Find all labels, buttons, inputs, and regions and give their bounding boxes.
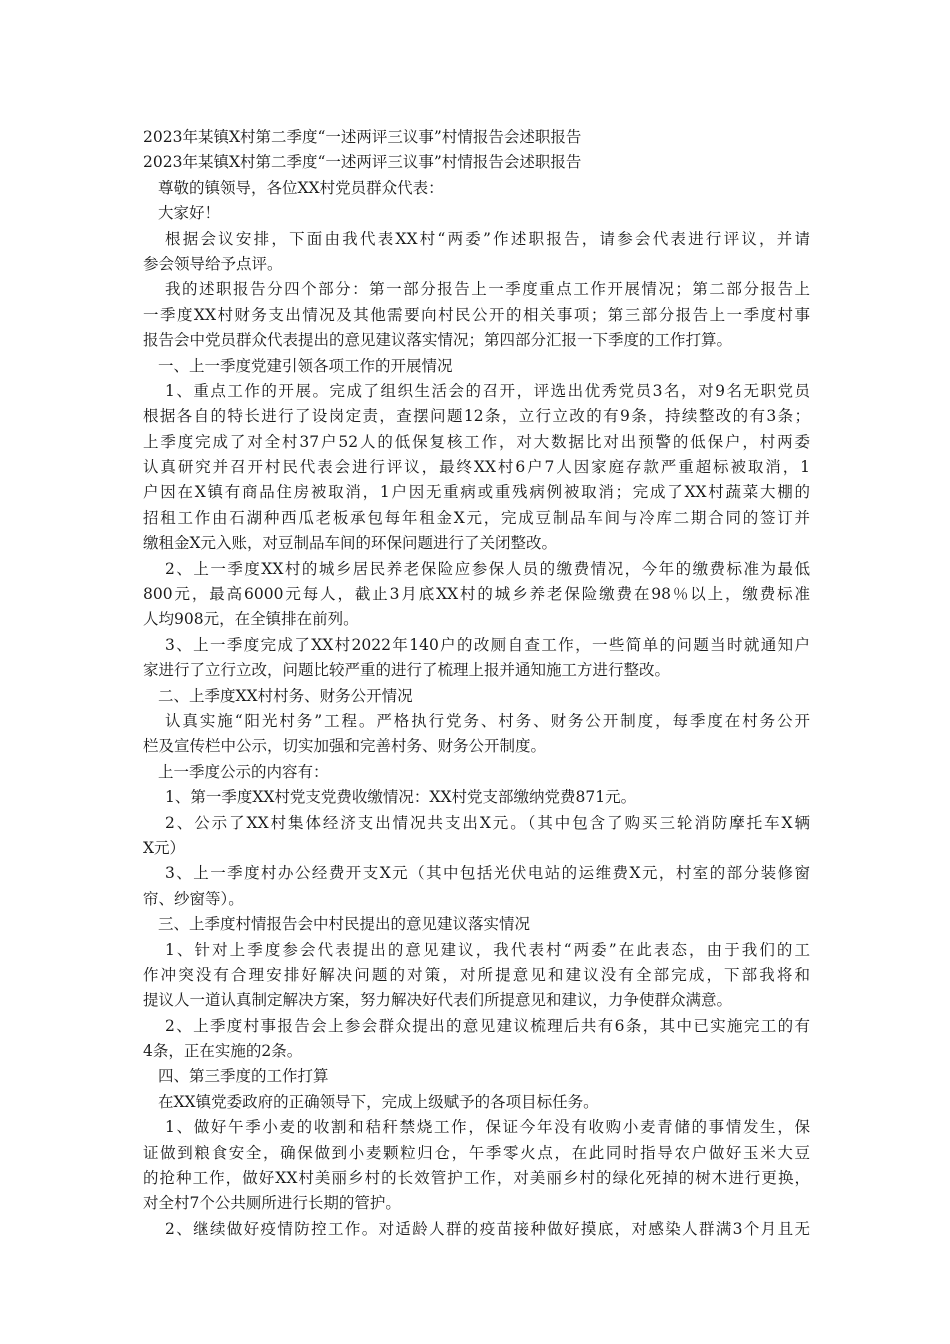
paragraph-line: 2、上季度村事报告会上参会群众提出的意见建议梳理后共有6条，其中已实施完工的有: [165, 1016, 810, 1035]
paragraph-line: 作冲突没有合理安排好解决问题的对策，对所提意见和建议没有全部完成，下部我将和: [143, 965, 810, 984]
paragraph-line: 二、上季度XX村村务、财务公开情况: [158, 686, 413, 705]
paragraph-line: 认真实施“阳光村务”工程。严格执行党务、村务、财务公开制度，每季度在村务公开: [165, 711, 810, 730]
paragraph-line: 2、上一季度XX村的城乡居民养老保险应参保人员的缴费情况，今年的缴费标准为最低: [165, 559, 810, 578]
paragraph-line: 缴租金X元入账，对豆制品车间的环保问题进行了关闭整改。: [143, 534, 558, 553]
paragraph-line: 证做到粮食安全，确保做到小麦颗粒归仓，午季零火点，在此同时指导农户做好玉米大豆: [143, 1143, 810, 1162]
paragraph-line: 一、上一季度党建引领各项工作的开展情况: [158, 356, 453, 375]
paragraph-line: 参会领导给予点评。: [143, 254, 283, 273]
document-title: 2023年某镇X村第二季度“一述两评三议事”村情报告会述职报告: [143, 128, 582, 146]
paragraph-line: 大家好！: [158, 204, 221, 223]
paragraph-line: 四、第三季度的工作打算: [158, 1067, 329, 1086]
paragraph-line: 4条，正在实施的2条。: [143, 1042, 303, 1061]
document-body: [143, 150, 810, 1242]
paragraph-line: 2023年某镇X村第二季度“一述两评三议事”村情报告会述职报告: [143, 153, 582, 172]
paragraph-line: 对全村7个公共厕所进行长期的管护。: [143, 1194, 401, 1213]
paragraph-line: 根据各自的特长进行了设岗定责，查摆问题12条，立行立改的有9条，持续整改的有3条；: [143, 407, 810, 426]
paragraph-line: 提议人一道认真制定解决方案，努力解决好代表们所提意见和建议，力争使群众满意。: [143, 991, 733, 1010]
paragraph-line: 上一季度公示的内容有：: [158, 762, 329, 781]
paragraph-line: 人均908元，在全镇排在前列。: [143, 610, 359, 629]
paragraph-line: 800元，最高6000元每人，截止3月底XX村的城乡养老保险缴费在98％以上，缴费标准: [143, 585, 810, 604]
paragraph-line: 根据会议安排，下面由我代表XX村“两委”作述职报告，请参会代表进行评议，并请: [165, 229, 810, 248]
paragraph-line: 2、继续做好疫情防控工作。对适龄人群的疫苗接种做好摸底，对感染人群满3个月且无: [165, 1219, 810, 1238]
paragraph-line: 1、重点工作的开展。完成了组织生活会的召开，评选出优秀党员3名，对9名无职党员: [165, 381, 810, 400]
paragraph-line: 1、做好午季小麦的收割和秸秆禁烧工作，保证今年没有收购小麦青储的事情发生，保: [165, 1118, 810, 1137]
paragraph-line: 招租工作由石湖种西瓜老板承包每年租金X元，完成豆制品车间与冷库二期合同的签订并: [143, 508, 810, 527]
paragraph-line: 报告会中党员群众代表提出的意见建议落实情况；第四部分汇报一下季度的工作打算。: [143, 331, 733, 350]
paragraph-line: 尊敬的镇领导，各位XX村党员群众代表：: [158, 178, 444, 197]
paragraph-line: 在XX镇党委政府的正确领导下，完成上级赋予的各项目标任务。: [158, 1092, 599, 1111]
paragraph-line: 1、针对上季度参会代表提出的意见建议，我代表村“两委”在此表态，由于我们的工: [165, 940, 810, 959]
paragraph-line: 帘、纱窗等）。: [143, 889, 244, 908]
paragraph-line: 3、上一季度完成了XX村2022年140户的改厕自查工作，一些简单的问题当时就通知户: [165, 635, 810, 654]
paragraph-line: 上季度完成了对全村37户52人的低保复核工作，对大数据比对出预警的低保户，村两委: [143, 432, 810, 451]
paragraph-line: 的抢种工作，做好XX村美丽乡村的长效管护工作，对美丽乡村的绿化死掉的树木进行更换，: [143, 1169, 810, 1188]
paragraph-line: 我的述职报告分四个部分：第一部分报告上一季度重点工作开展情况；第二部分报告上: [165, 280, 810, 299]
document-page: [143, 125, 810, 1242]
paragraph-line: 栏及宣传栏中公示，切实加强和完善村务、财务公开制度。: [143, 737, 547, 756]
paragraph-line: 户因在X镇有商品住房被取消，1户因无重病或重残病例被取消；完成了XX村蔬菜大棚的: [143, 483, 810, 502]
paragraph-line: 3、上一季度村办公经费开支X元（其中包括光伏电站的运维费X元，村室的部分装修窗: [165, 864, 810, 883]
paragraph-line: X元）: [143, 838, 186, 857]
paragraph-line: 家进行了立行立改，问题比较严重的进行了梳理上报并通知施工方进行整改。: [143, 661, 671, 680]
paragraph-line: 2、公示了XX村集体经济支出情况共支出X元。（其中包含了购买三轮消防摩托车X辆: [165, 813, 810, 832]
paragraph-line: 一季度XX村财务支出情况及其他需要向村民公开的相关事项；第三部分报告上一季度村事: [143, 305, 810, 324]
paragraph-line: 1、第一季度XX村党支党费收缴情况：XX村党支部缴纳党费871元。: [165, 788, 637, 807]
paragraph-line: 三、上季度村情报告会中村民提出的意见建议落实情况: [158, 915, 531, 934]
paragraph-line: 认真研究并召开村民代表会进行评议，最终XX村6户7人因家庭存款严重超标被取消，1: [143, 458, 810, 477]
